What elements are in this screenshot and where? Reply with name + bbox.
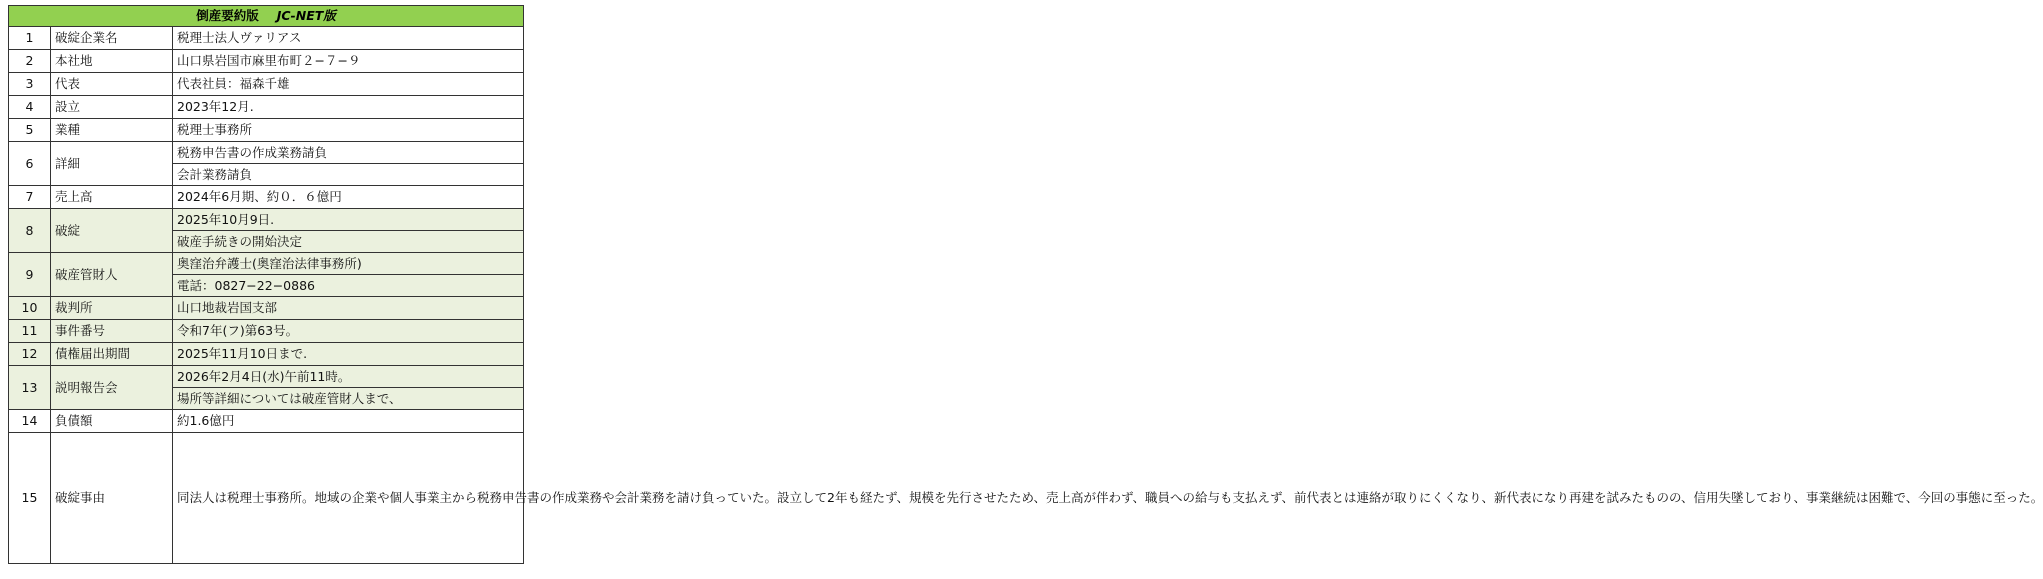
row-label: 裁判所 (51, 297, 173, 320)
row-label: 破綻 (51, 209, 173, 253)
row-value: 令和7年(フ)第63号。 (173, 320, 524, 343)
table-row (9, 410, 524, 433)
row-label: 詳細 (51, 142, 173, 186)
table-row (9, 27, 524, 50)
table-row (9, 433, 524, 564)
row-number: 1 (9, 27, 51, 50)
row-label: 本社地 (51, 50, 173, 73)
row-label: 負債額 (51, 410, 173, 433)
row-number: 8 (9, 209, 51, 253)
row-number: 15 (9, 433, 51, 564)
row-number: 6 (9, 142, 51, 186)
row-number: 3 (9, 73, 51, 96)
row-value: 代表社員：福森千雄 (173, 73, 524, 96)
row-value: 山口地裁岩国支部 (173, 297, 524, 320)
row-label: 事件番号 (51, 320, 173, 343)
row-label: 破綻事由 (51, 433, 173, 564)
row-number: 14 (9, 410, 51, 433)
row-label: 債権届出期間 (51, 343, 173, 366)
table-row (9, 253, 524, 275)
row-value: 税理士事務所 (173, 119, 524, 142)
row-value: 税務申告書の作成業務請負 (173, 142, 524, 164)
title-text: 倒産要約版 (196, 8, 259, 23)
row-number: 10 (9, 297, 51, 320)
table-row (9, 209, 524, 231)
table-row (9, 366, 524, 388)
row-label: 破産管財人 (51, 253, 173, 297)
row-number: 12 (9, 343, 51, 366)
row-value: 2024年6月期、約０．６億円 (173, 186, 524, 209)
row-value: 2025年10月9日. (173, 209, 524, 231)
bankruptcy-summary-table (8, 5, 2043, 564)
row-number: 2 (9, 50, 51, 73)
row-value: 電話：0827−22−0886 (173, 275, 524, 297)
row-number: 7 (9, 186, 51, 209)
row-value: 2026年2月4日(水)午前11時。 (173, 366, 524, 388)
row-value: 場所等詳細については破産管財人まで、 (173, 388, 524, 410)
table-row (9, 73, 524, 96)
row-value: 同法人は税理士事務所。地域の企業や個人事業主から税務申告書の作成業務や会計業務を請け負っていた。設立して2年も経たず、規模を先行させたため、売上高が伴わず、職員への給与も支払えず、前代表とは連絡が取りにくくなり、新代表になり再建を試みたものの、信用失墜しており、事業継続は困難で、今回の事態に至った。 (173, 433, 524, 564)
row-label: 代表 (51, 73, 173, 96)
row-label: 破綻企業名 (51, 27, 173, 50)
table-row (9, 96, 524, 119)
table-row (9, 320, 524, 343)
row-value: 税理士法人ヴァリアス (173, 27, 524, 50)
row-value: 破産手続きの開始決定 (173, 231, 524, 253)
table-row (9, 142, 524, 164)
row-value: 奥窪治弁護士(奥窪治法律事務所) (173, 253, 524, 275)
table-row (9, 297, 524, 320)
table-title (9, 6, 524, 27)
row-number: 4 (9, 96, 51, 119)
table-row (9, 50, 524, 73)
subtitle-text: JC-NET版 (276, 8, 336, 23)
row-label: 説明報告会 (51, 366, 173, 410)
row-value: 山口県岩国市麻里布町２−７−９ (173, 50, 524, 73)
table-row (9, 119, 524, 142)
table-row (9, 343, 524, 366)
row-number: 13 (9, 366, 51, 410)
row-label: 設立 (51, 96, 173, 119)
row-value: 2023年12月. (173, 96, 524, 119)
row-value: 会計業務請負 (173, 164, 524, 186)
row-number: 11 (9, 320, 51, 343)
row-label: 売上高 (51, 186, 173, 209)
row-value: 約1.6億円 (173, 410, 524, 433)
row-value: 2025年11月10日まで. (173, 343, 524, 366)
row-number: 5 (9, 119, 51, 142)
table-row (9, 186, 524, 209)
row-number: 9 (9, 253, 51, 297)
row-label: 業種 (51, 119, 173, 142)
